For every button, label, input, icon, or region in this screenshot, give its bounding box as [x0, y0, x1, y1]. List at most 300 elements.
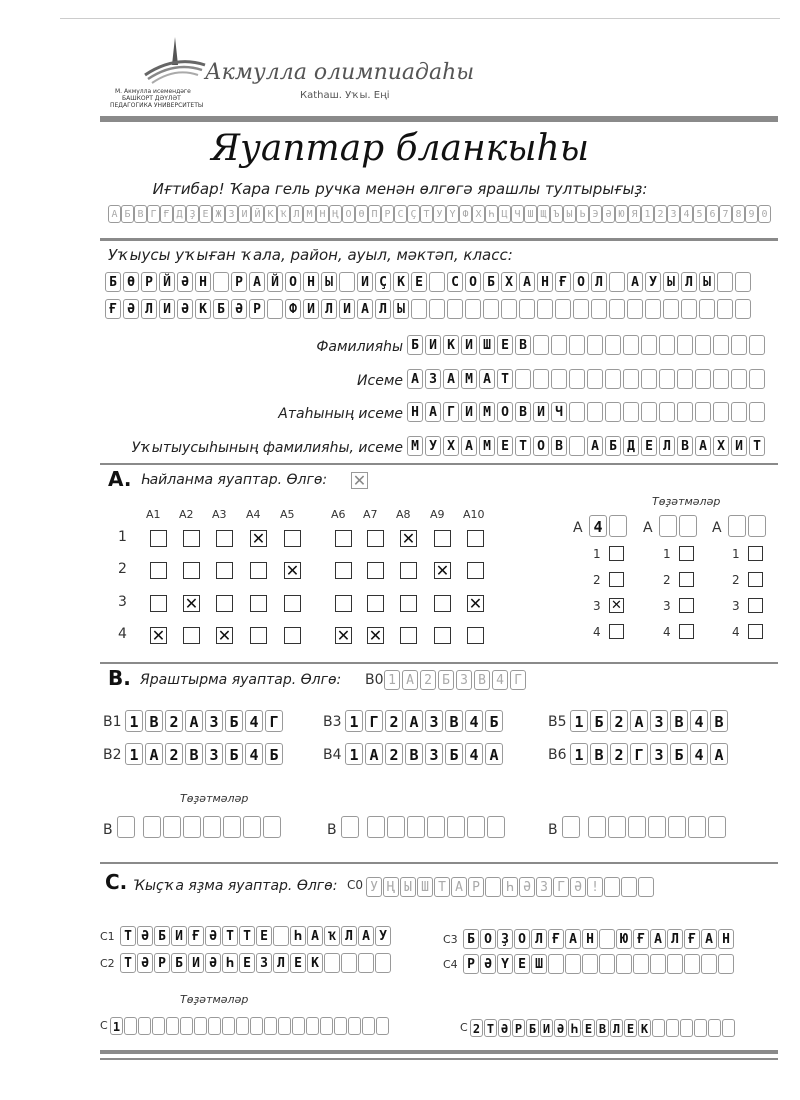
surname-char-cell[interactable]: [677, 335, 693, 355]
c-answer-cell[interactable]: [599, 929, 615, 949]
b-answer-cell[interactable]: В: [670, 710, 688, 732]
patronymic-field[interactable]: [407, 401, 767, 422]
c-correction-cell[interactable]: [680, 1019, 693, 1037]
c-answer-cell[interactable]: [324, 953, 340, 973]
c-correction-cell[interactable]: [708, 1019, 721, 1037]
a-correction-cell[interactable]: [748, 515, 766, 537]
patronymic-char-cell[interactable]: [587, 402, 603, 422]
c-answer-cell[interactable]: Ә: [137, 926, 153, 946]
school-char-cell[interactable]: Ө: [123, 272, 139, 292]
c-answer-cell[interactable]: Е: [239, 953, 255, 973]
patronymic-char-cell[interactable]: [713, 402, 729, 422]
a-answer-checkbox-marked[interactable]: ✕: [285, 561, 300, 580]
a-answer-checkbox[interactable]: [150, 530, 167, 547]
school-line1[interactable]: [105, 271, 753, 292]
c-answer-cell[interactable]: А: [307, 926, 323, 946]
school-char-cell[interactable]: [735, 299, 751, 319]
c-correction-cell[interactable]: [376, 1017, 389, 1035]
c-answer-cell[interactable]: [684, 954, 700, 974]
a-answer-checkbox[interactable]: [367, 530, 384, 547]
c-answer-cell[interactable]: Т: [120, 953, 136, 973]
school-char-cell[interactable]: Б: [105, 272, 121, 292]
a-answer-checkbox-marked[interactable]: ✕: [368, 626, 383, 645]
patronymic-char-cell[interactable]: [605, 402, 621, 422]
surname-char-cell[interactable]: [605, 335, 621, 355]
a-answer-checkbox[interactable]: [367, 562, 384, 579]
a-correction-checkbox[interactable]: [748, 624, 763, 639]
a-answer-checkbox[interactable]: [284, 530, 301, 547]
school-char-cell[interactable]: [519, 299, 535, 319]
c-correction-cell[interactable]: Р: [512, 1019, 525, 1037]
c-correction-cell[interactable]: [194, 1017, 207, 1035]
school-char-cell[interactable]: Ҫ: [375, 272, 391, 292]
school-char-cell[interactable]: Ы: [321, 272, 337, 292]
b-correction-cell[interactable]: [562, 816, 580, 838]
b-answer-cell[interactable]: 4: [690, 710, 708, 732]
c-answer-cell[interactable]: Ә: [137, 953, 153, 973]
b-correction-cell[interactable]: [143, 816, 161, 838]
patronymic-char-cell[interactable]: В: [515, 402, 531, 422]
a-answer-checkbox[interactable]: [467, 530, 484, 547]
b-answer-cell[interactable]: 3: [425, 710, 443, 732]
school-char-cell[interactable]: Р: [141, 272, 157, 292]
surname-char-cell[interactable]: [713, 335, 729, 355]
b-answer-cell[interactable]: 4: [465, 710, 483, 732]
c-correction-cell[interactable]: [236, 1017, 249, 1035]
teacher-char-cell[interactable]: Б: [605, 436, 621, 456]
school-char-cell[interactable]: [627, 299, 643, 319]
b-correction-cell[interactable]: [708, 816, 726, 838]
name-char-cell[interactable]: М: [461, 369, 477, 389]
patronymic-char-cell[interactable]: [695, 402, 711, 422]
b-correction-cell[interactable]: [588, 816, 606, 838]
patronymic-char-cell[interactable]: Г: [443, 402, 459, 422]
b-correction-cell[interactable]: [203, 816, 221, 838]
c-correction-cell[interactable]: [152, 1017, 165, 1035]
surname-char-cell[interactable]: [587, 335, 603, 355]
b-answer-cell[interactable]: А: [145, 743, 163, 765]
name-char-cell[interactable]: Т: [497, 369, 513, 389]
teacher-char-cell[interactable]: М: [407, 436, 423, 456]
name-char-cell[interactable]: [731, 369, 747, 389]
patronymic-char-cell[interactable]: [731, 402, 747, 422]
teacher-char-cell[interactable]: [569, 436, 585, 456]
b-answer-cell[interactable]: 3: [205, 710, 223, 732]
c-correction-cell[interactable]: [306, 1017, 319, 1035]
a-answer-checkbox[interactable]: [216, 562, 233, 579]
c-correction-cell[interactable]: [278, 1017, 291, 1035]
b-answer-cell[interactable]: А: [630, 710, 648, 732]
b-correction-cell[interactable]: [628, 816, 646, 838]
a-answer-checkbox[interactable]: [400, 562, 417, 579]
c-answer-cell[interactable]: [650, 954, 666, 974]
name-char-cell[interactable]: [623, 369, 639, 389]
school-char-cell[interactable]: Н: [537, 272, 553, 292]
c-correction-cell[interactable]: 2: [470, 1019, 483, 1037]
b-correction-cell[interactable]: [367, 816, 385, 838]
school-char-cell[interactable]: [717, 272, 733, 292]
c-correction-cell[interactable]: Т: [484, 1019, 497, 1037]
c-correction-cell[interactable]: [320, 1017, 333, 1035]
patronymic-char-cell[interactable]: [623, 402, 639, 422]
b-correction-cell[interactable]: [608, 816, 626, 838]
surname-char-cell[interactable]: [641, 335, 657, 355]
name-char-cell[interactable]: З: [425, 369, 441, 389]
patronymic-char-cell[interactable]: О: [497, 402, 513, 422]
teacher-char-cell[interactable]: А: [587, 436, 603, 456]
name-char-cell[interactable]: [641, 369, 657, 389]
surname-char-cell[interactable]: И: [461, 335, 477, 355]
c-correction-cell[interactable]: [138, 1017, 151, 1035]
c-correction-cell[interactable]: [348, 1017, 361, 1035]
a-correction-checkbox[interactable]: [609, 572, 624, 587]
teacher-char-cell[interactable]: Х: [443, 436, 459, 456]
c-answer-cell[interactable]: У: [375, 926, 391, 946]
c-answer-cell[interactable]: [616, 954, 632, 974]
c-answer-cell[interactable]: Ш: [531, 954, 547, 974]
c-answer-cell[interactable]: Н: [718, 929, 734, 949]
school-char-cell[interactable]: О: [465, 272, 481, 292]
school-char-cell[interactable]: [735, 272, 751, 292]
c-answer-cell[interactable]: [273, 926, 289, 946]
name-char-cell[interactable]: А: [443, 369, 459, 389]
c-answer-cell[interactable]: Е: [514, 954, 530, 974]
surname-char-cell[interactable]: Ш: [479, 335, 495, 355]
school-char-cell[interactable]: И: [357, 272, 373, 292]
teacher-char-cell[interactable]: Т: [749, 436, 765, 456]
b-correction-cell[interactable]: [223, 816, 241, 838]
school-char-cell[interactable]: Л: [321, 299, 337, 319]
school-char-cell[interactable]: Л: [591, 272, 607, 292]
b-answer-cell[interactable]: 2: [610, 743, 628, 765]
name-char-cell[interactable]: [515, 369, 531, 389]
c-correction-cell[interactable]: [334, 1017, 347, 1035]
b-correction-cell[interactable]: [243, 816, 261, 838]
b-answer-cell[interactable]: 2: [385, 743, 403, 765]
c-correction-cell[interactable]: [666, 1019, 679, 1037]
patronymic-char-cell[interactable]: М: [479, 402, 495, 422]
surname-char-cell[interactable]: [623, 335, 639, 355]
surname-char-cell[interactable]: [551, 335, 567, 355]
patronymic-char-cell[interactable]: [641, 402, 657, 422]
school-char-cell[interactable]: [573, 299, 589, 319]
b-answer-cell[interactable]: А: [185, 710, 203, 732]
patronymic-char-cell[interactable]: И: [461, 402, 477, 422]
school-char-cell[interactable]: [429, 272, 445, 292]
name-char-cell[interactable]: А: [479, 369, 495, 389]
surname-char-cell[interactable]: Б: [407, 335, 423, 355]
b-correction-cell[interactable]: [688, 816, 706, 838]
school-char-cell[interactable]: С: [447, 272, 463, 292]
c-answer-cell[interactable]: З: [256, 953, 272, 973]
b-answer-cell[interactable]: Б: [485, 710, 503, 732]
b-answer-cell[interactable]: А: [485, 743, 503, 765]
c-correction-cell[interactable]: Ә: [554, 1019, 567, 1037]
school-char-cell[interactable]: Б: [483, 272, 499, 292]
c-answer-cell[interactable]: Ә: [205, 953, 221, 973]
c-correction-cell[interactable]: [362, 1017, 375, 1035]
c-correction-cell[interactable]: [166, 1017, 179, 1035]
school-char-cell[interactable]: [213, 272, 229, 292]
a-answer-checkbox[interactable]: [183, 562, 200, 579]
a-answer-checkbox[interactable]: [400, 627, 417, 644]
a-answer-checkbox[interactable]: [284, 595, 301, 612]
teacher-char-cell[interactable]: О: [533, 436, 549, 456]
c-answer-cell[interactable]: А: [565, 929, 581, 949]
c-answer-cell[interactable]: [375, 953, 391, 973]
name-char-cell[interactable]: [605, 369, 621, 389]
a-correction-checkbox[interactable]: [679, 546, 694, 561]
school-char-cell[interactable]: Ғ: [555, 272, 571, 292]
b-correction-cell[interactable]: [263, 816, 281, 838]
a-correction-checkbox[interactable]: [609, 546, 624, 561]
surname-char-cell[interactable]: Е: [497, 335, 513, 355]
a-answer-checkbox-marked[interactable]: ✕: [184, 594, 199, 613]
b-correction-cell[interactable]: [341, 816, 359, 838]
c-correction-cell[interactable]: Е: [582, 1019, 595, 1037]
b-answer-cell[interactable]: В: [590, 743, 608, 765]
teacher-char-cell[interactable]: И: [731, 436, 747, 456]
teacher-char-cell[interactable]: Е: [641, 436, 657, 456]
school-char-cell[interactable]: И: [303, 299, 319, 319]
patronymic-char-cell[interactable]: [749, 402, 765, 422]
a-answer-checkbox[interactable]: [183, 530, 200, 547]
school-char-cell[interactable]: [609, 272, 625, 292]
c-answer-cell[interactable]: [701, 954, 717, 974]
c-answer-cell[interactable]: Л: [273, 953, 289, 973]
b-answer-cell[interactable]: 1: [570, 743, 588, 765]
b-correction-cell[interactable]: [668, 816, 686, 838]
c-answer-cell[interactable]: Т: [239, 926, 255, 946]
name-char-cell[interactable]: А: [407, 369, 423, 389]
c-answer-cell[interactable]: Е: [256, 926, 272, 946]
c-answer-cell[interactable]: Ҙ: [497, 929, 513, 949]
patronymic-char-cell[interactable]: Ч: [551, 402, 567, 422]
a-answer-checkbox-marked[interactable]: ✕: [401, 529, 416, 548]
teacher-char-cell[interactable]: Х: [713, 436, 729, 456]
c-answer-cell[interactable]: Т: [120, 926, 136, 946]
a-correction-cell[interactable]: [659, 515, 677, 537]
a-correction-checkbox[interactable]: [679, 624, 694, 639]
b-answer-cell[interactable]: Г: [365, 710, 383, 732]
surname-char-cell[interactable]: [533, 335, 549, 355]
surname-char-cell[interactable]: [731, 335, 747, 355]
school-char-cell[interactable]: [465, 299, 481, 319]
a-answer-checkbox[interactable]: [216, 530, 233, 547]
a-answer-checkbox-marked[interactable]: ✕: [151, 626, 166, 645]
c-corr-left-field[interactable]: [110, 1015, 390, 1035]
school-char-cell[interactable]: [699, 299, 715, 319]
c-answer-cell[interactable]: [358, 953, 374, 973]
b-answer-cell[interactable]: В: [145, 710, 163, 732]
school-char-cell[interactable]: А: [249, 272, 265, 292]
school-char-cell[interactable]: [339, 272, 355, 292]
c-answer-cell[interactable]: Л: [531, 929, 547, 949]
c-answer-cell[interactable]: К: [307, 953, 323, 973]
school-char-cell[interactable]: Ы: [393, 299, 409, 319]
teacher-field[interactable]: [407, 435, 767, 456]
school-char-cell[interactable]: Н: [303, 272, 319, 292]
surname-char-cell[interactable]: [659, 335, 675, 355]
c-answer-cell[interactable]: Р: [463, 954, 479, 974]
a-answer-checkbox-marked[interactable]: ✕: [435, 561, 450, 580]
b-answer-cell[interactable]: Б: [225, 710, 243, 732]
b-answer-cell[interactable]: 4: [245, 710, 263, 732]
c-answer-cell[interactable]: Л: [667, 929, 683, 949]
surname-char-cell[interactable]: [695, 335, 711, 355]
a-answer-checkbox[interactable]: [284, 627, 301, 644]
school-char-cell[interactable]: [411, 299, 427, 319]
c-answer-cell[interactable]: Б: [463, 929, 479, 949]
school-char-cell[interactable]: [717, 299, 733, 319]
c-answer-cell[interactable]: Ғ: [684, 929, 700, 949]
school-char-cell[interactable]: [267, 299, 283, 319]
a-answer-checkbox[interactable]: [335, 530, 352, 547]
school-char-cell[interactable]: Ә: [177, 299, 193, 319]
c-answer-cell[interactable]: А: [358, 926, 374, 946]
c-answer-cell[interactable]: Һ: [290, 926, 306, 946]
b-answer-cell[interactable]: 2: [385, 710, 403, 732]
patronymic-char-cell[interactable]: И: [533, 402, 549, 422]
a-correction-checkbox[interactable]: [748, 546, 763, 561]
a-answer-checkbox[interactable]: [250, 562, 267, 579]
name-char-cell[interactable]: [569, 369, 585, 389]
b-answer-cell[interactable]: 3: [205, 743, 223, 765]
c-answer-cell[interactable]: Һ: [222, 953, 238, 973]
name-char-cell[interactable]: [533, 369, 549, 389]
a-answer-checkbox-marked[interactable]: ✕: [251, 529, 266, 548]
a-correction-checkbox[interactable]: [748, 572, 763, 587]
b-correction-cell[interactable]: [387, 816, 405, 838]
c-correction-cell[interactable]: Е: [624, 1019, 637, 1037]
a-answer-checkbox-marked[interactable]: ✕: [217, 626, 232, 645]
c-correction-cell[interactable]: 1: [110, 1017, 123, 1035]
a-answer-checkbox-marked[interactable]: ✕: [468, 594, 483, 613]
teacher-char-cell[interactable]: А: [695, 436, 711, 456]
name-char-cell[interactable]: [551, 369, 567, 389]
school-char-cell[interactable]: [645, 299, 661, 319]
b-answer-cell[interactable]: 4: [690, 743, 708, 765]
c-answer-cell[interactable]: А: [701, 929, 717, 949]
school-char-cell[interactable]: Н: [195, 272, 211, 292]
surname-char-cell[interactable]: К: [443, 335, 459, 355]
school-char-cell[interactable]: [591, 299, 607, 319]
c-correction-cell[interactable]: [722, 1019, 735, 1037]
c-correction-cell[interactable]: [292, 1017, 305, 1035]
c-answer-cell[interactable]: А: [650, 929, 666, 949]
b-answer-cell[interactable]: 1: [570, 710, 588, 732]
b-answer-cell[interactable]: 2: [610, 710, 628, 732]
surname-char-cell[interactable]: И: [425, 335, 441, 355]
c-answer-cell[interactable]: Ҡ: [324, 926, 340, 946]
b-answer-cell[interactable]: Б: [225, 743, 243, 765]
b-correction-cell[interactable]: [117, 816, 135, 838]
b-answer-cell[interactable]: В: [405, 743, 423, 765]
c-answer-cell[interactable]: Ә: [480, 954, 496, 974]
b-answer-cell[interactable]: Б: [590, 710, 608, 732]
teacher-char-cell[interactable]: У: [425, 436, 441, 456]
school-char-cell[interactable]: [429, 299, 445, 319]
c-answer-cell[interactable]: [599, 954, 615, 974]
c-correction-cell[interactable]: [652, 1019, 665, 1037]
a-answer-checkbox[interactable]: [150, 562, 167, 579]
c-correction-cell[interactable]: Ә: [498, 1019, 511, 1037]
school-char-cell[interactable]: Х: [501, 272, 517, 292]
b-answer-cell[interactable]: 3: [650, 743, 668, 765]
c-answer-cell[interactable]: Б: [171, 953, 187, 973]
c-answer-cell[interactable]: [548, 954, 564, 974]
c-answer-cell[interactable]: О: [480, 929, 496, 949]
teacher-char-cell[interactable]: В: [677, 436, 693, 456]
b-answer-cell[interactable]: Г: [630, 743, 648, 765]
c-answer-cell[interactable]: [667, 954, 683, 974]
name-field[interactable]: [407, 368, 767, 389]
b-answer-cell[interactable]: 4: [245, 743, 263, 765]
b-answer-cell[interactable]: 1: [125, 743, 143, 765]
c-answer-cell[interactable]: [565, 954, 581, 974]
c-corr-right-field[interactable]: [470, 1017, 736, 1037]
b-answer-cell[interactable]: Б: [265, 743, 283, 765]
a-answer-checkbox[interactable]: [250, 627, 267, 644]
c-correction-cell[interactable]: В: [596, 1019, 609, 1037]
school-char-cell[interactable]: Ә: [177, 272, 193, 292]
school-char-cell[interactable]: [501, 299, 517, 319]
a-answer-checkbox[interactable]: [335, 595, 352, 612]
name-char-cell[interactable]: [749, 369, 765, 389]
name-char-cell[interactable]: [713, 369, 729, 389]
school-char-cell[interactable]: И: [339, 299, 355, 319]
a-answer-checkbox[interactable]: [434, 627, 451, 644]
c-answer-cell[interactable]: Ю: [616, 929, 632, 949]
b-answer-cell[interactable]: В: [445, 710, 463, 732]
a-answer-checkbox[interactable]: [467, 562, 484, 579]
b-correction-cell[interactable]: [163, 816, 181, 838]
school-char-cell[interactable]: Л: [141, 299, 157, 319]
school-char-cell[interactable]: Е: [411, 272, 427, 292]
a-correction-cell[interactable]: 4: [589, 515, 607, 537]
patronymic-char-cell[interactable]: [569, 402, 585, 422]
school-char-cell[interactable]: [483, 299, 499, 319]
b-answer-cell[interactable]: Б: [670, 743, 688, 765]
school-char-cell[interactable]: Р: [249, 299, 265, 319]
b-answer-cell[interactable]: 1: [345, 743, 363, 765]
surname-char-cell[interactable]: В: [515, 335, 531, 355]
c-correction-cell[interactable]: Һ: [568, 1019, 581, 1037]
a-correction-checkbox[interactable]: [679, 598, 694, 613]
a-answer-checkbox[interactable]: [150, 595, 167, 612]
a-answer-checkbox[interactable]: [335, 562, 352, 579]
school-char-cell[interactable]: [663, 299, 679, 319]
c-answer-cell[interactable]: [341, 953, 357, 973]
c-correction-cell[interactable]: К: [638, 1019, 651, 1037]
school-char-cell[interactable]: И: [159, 299, 175, 319]
school-char-cell[interactable]: Ә: [231, 299, 247, 319]
c-correction-cell[interactable]: Б: [526, 1019, 539, 1037]
c-answer-cell[interactable]: О: [514, 929, 530, 949]
surname-char-cell[interactable]: [569, 335, 585, 355]
teacher-char-cell[interactable]: Т: [515, 436, 531, 456]
a-correction-cell[interactable]: [609, 515, 627, 537]
a-answer-checkbox[interactable]: [400, 595, 417, 612]
school-char-cell[interactable]: Л: [681, 272, 697, 292]
b-answer-cell[interactable]: 3: [650, 710, 668, 732]
a-answer-checkbox[interactable]: [434, 595, 451, 612]
b-answer-cell[interactable]: А: [405, 710, 423, 732]
school-char-cell[interactable]: О: [285, 272, 301, 292]
a-correction-cell[interactable]: [679, 515, 697, 537]
name-char-cell[interactable]: [659, 369, 675, 389]
name-char-cell[interactable]: [587, 369, 603, 389]
